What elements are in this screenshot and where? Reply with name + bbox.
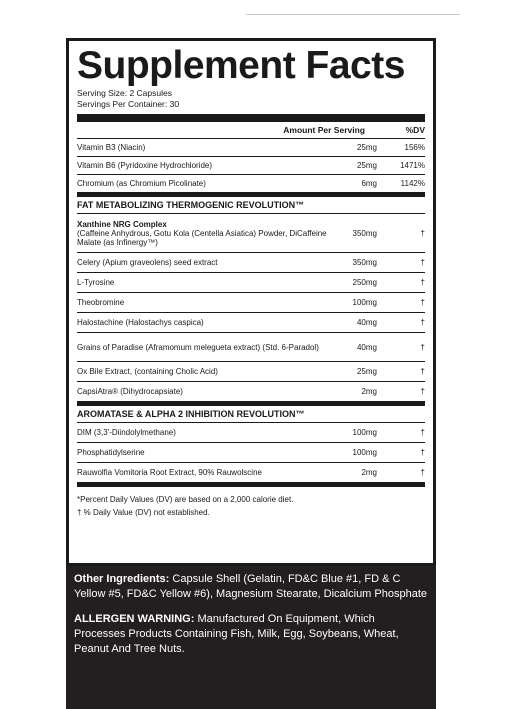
nutrient-name: Grains of Paradise (Aframomum melegueta extract) (Std. 6-Paradol) <box>77 342 319 352</box>
nutrient-row <box>77 293 425 313</box>
footnote-dagger: † % Daily Value (DV) not established. <box>77 508 210 517</box>
xanthine-detail: (Caffeine Anhydrous, Gotu Kola (Centella Asiatica) Powder, DiCaffeine Malate (as Infinergy™) <box>77 228 327 247</box>
nutrient-dv: † <box>420 448 425 457</box>
nutrient-dv: † <box>420 428 425 437</box>
nutrient-amount: 100mg <box>352 448 377 457</box>
other-ingredients-label: Other Ingredients: <box>74 573 170 585</box>
nutrient-dv: † <box>420 278 425 287</box>
nutrient-amount: 25mg <box>356 161 377 170</box>
allergen-warning <box>74 612 428 657</box>
nutrient-amount: 25mg <box>356 367 377 376</box>
nutrient-dv: 1142% <box>400 179 425 188</box>
nutrient-row <box>77 253 425 273</box>
nutrient-amount: 100mg <box>352 298 377 307</box>
nutrient-name: Rauwolfia Vomitoria Root Extract, 90% Rauwolscine <box>77 468 262 477</box>
thick-divider <box>77 114 425 122</box>
nutrient-name <box>77 220 333 247</box>
section-title-aromatase: AROMATASE & ALPHA 2 INHIBITION REVOLUTION™ <box>77 406 425 423</box>
nutrient-row <box>77 214 425 253</box>
nutrient-amount: 100mg <box>352 428 377 437</box>
other-ingredients-text: Capsule Shell (Gelatin, FD&C Blue #1, FD & C Yellow #5, FD&C Yellow #6), Magnesium Stearate, Dicalcium Phosphate <box>74 573 427 600</box>
nutrient-row <box>77 139 425 157</box>
nutrient-name: Ox Bile Extract, (containing Cholic Acid) <box>77 367 218 376</box>
top-divider <box>246 14 460 15</box>
panel-title: Supplement Facts <box>77 44 405 87</box>
allergen-label: ALLERGEN WARNING: <box>74 613 195 625</box>
nutrient-name: Chromium (as Chromium Picolinate) <box>77 179 206 188</box>
nutrient-name: CapsiAtra® (Dihydrocapsiate) <box>77 387 183 396</box>
nutrient-name: Halostachine (Halostachys caspica) <box>77 318 204 327</box>
nutrient-amount: 2mg <box>361 468 377 477</box>
nutrient-row <box>77 463 425 482</box>
section-title-thermogenic: FAT METABOLIZING THERMOGENIC REVOLUTION™ <box>77 197 425 214</box>
nutrient-row <box>77 362 425 382</box>
nutrient-name: Phosphatidylserine <box>77 448 145 457</box>
nutrient-dv: 156% <box>404 143 425 152</box>
nutrient-dv: † <box>420 342 425 352</box>
nutrient-name: DIM (3,3'-Diindolylmethane) <box>77 428 176 437</box>
xanthine-name: Xanthine NRG Complex <box>77 219 167 229</box>
nutrient-row <box>77 443 425 463</box>
nutrient-dv: † <box>420 367 425 376</box>
footnotes <box>77 487 425 519</box>
nutrient-amount: 250mg <box>352 278 377 287</box>
amount-header: Amount Per Serving <box>283 125 365 135</box>
nutrient-name: Vitamin B3 (Niacin) <box>77 143 146 152</box>
nutrient-row <box>77 175 425 192</box>
ingredients-panel <box>66 566 436 709</box>
nutrient-dv: † <box>420 318 425 327</box>
nutrient-amount: 40mg <box>356 318 377 327</box>
nutrient-row <box>77 333 425 362</box>
column-header <box>77 122 425 139</box>
nutrient-dv: † <box>420 387 425 396</box>
nutrient-amount: 350mg <box>352 258 377 267</box>
footnote-dv: *Percent Daily Values (DV) are based on a 2,000 calorie diet. <box>77 495 294 504</box>
nutrient-row <box>77 157 425 175</box>
nutrient-dv: 1471% <box>400 161 425 170</box>
nutrient-amount: 350mg <box>352 228 377 238</box>
serving-size: Serving Size: 2 Capsules <box>77 88 172 98</box>
nutrient-row <box>77 423 425 443</box>
nutrient-dv: † <box>420 298 425 307</box>
nutrient-row <box>77 382 425 401</box>
nutrient-row <box>77 273 425 293</box>
nutrient-row <box>77 313 425 333</box>
servings-per-container: Servings Per Container: 30 <box>77 99 180 109</box>
supplement-facts-panel <box>66 38 436 566</box>
nutrient-amount: 6mg <box>361 179 377 188</box>
dv-header: %DV <box>405 125 425 135</box>
nutrient-amount: 40mg <box>356 342 377 352</box>
other-ingredients <box>74 572 428 602</box>
nutrient-name: L-Tyrosine <box>77 278 115 287</box>
nutrient-name: Celery (Apium graveolens) seed extract <box>77 258 218 267</box>
allergen-text: Manufactured On Equipment, Which Processes Products Containing Fish, Milk, Egg, Soybeans, Wheat, Peanut And Tree Nuts. <box>74 613 399 655</box>
nutrient-amount: 2mg <box>361 387 377 396</box>
nutrient-name: Vitamin B6 (Pyridoxine Hydrochloride) <box>77 161 213 170</box>
nutrient-dv: † <box>420 468 425 477</box>
nutrient-dv: † <box>420 258 425 267</box>
nutrient-dv: † <box>420 228 425 238</box>
nutrient-amount: 25mg <box>356 143 377 152</box>
nutrient-name: Theobromine <box>77 298 125 307</box>
